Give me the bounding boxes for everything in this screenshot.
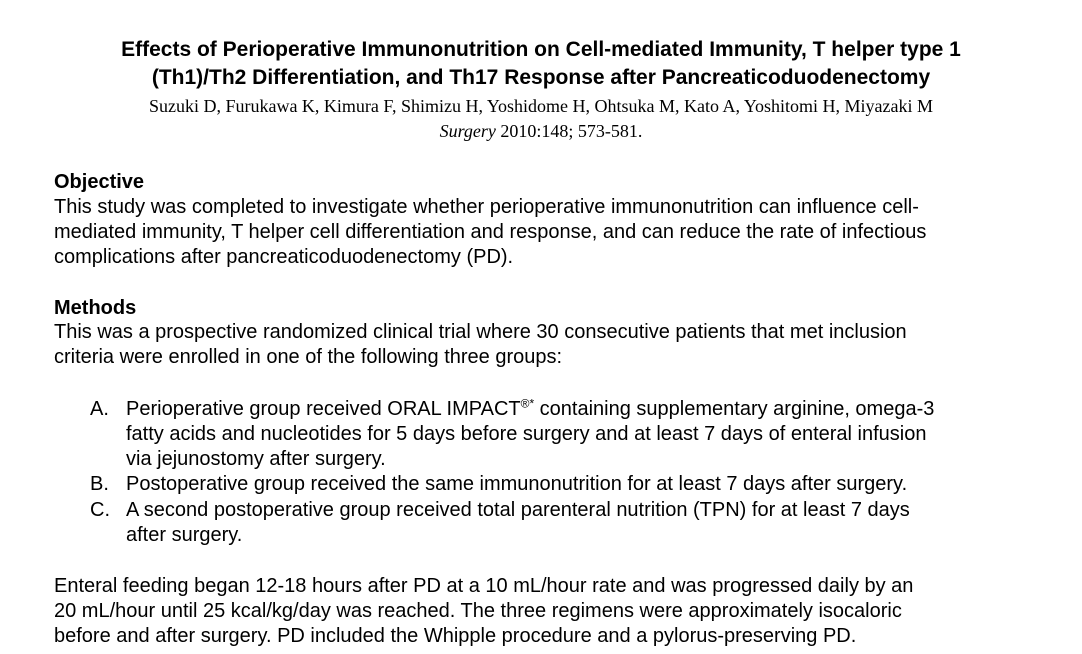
- group-list-item-b: [90, 472, 1040, 497]
- objective-paragraph: [54, 195, 1044, 270]
- objective-line: This study was completed to investigate whether perioperative immunonutrition can influence cell-: [54, 196, 919, 218]
- list-item-text: [126, 498, 1046, 548]
- article-title-line-1: Effects of Perioperative Immunonutrition on Cell-mediated Immunity, T helper type 1: [121, 38, 961, 61]
- citation: [40, 120, 1042, 142]
- objective-heading: Objective: [54, 171, 145, 193]
- group-list-item-a: [90, 397, 1040, 472]
- list-marker: B.: [90, 473, 109, 495]
- objective-line: complications after pancreaticoduodenectomy (PD).: [54, 246, 514, 268]
- registered-trademark-mark: ®*: [520, 396, 535, 411]
- methods-heading: Methods: [54, 297, 137, 319]
- list-item-line: [126, 397, 1046, 422]
- methods-intro-line: This was a prospective randomized clinical trial where 30 consecutive patients that met inclusion: [54, 321, 907, 343]
- methods-intro-line: criteria were enrolled in one of the following three groups:: [54, 346, 563, 368]
- article-title-line-2: (Th1)/Th2 Differentiation, and Th17 Response after Pancreaticoduodenectomy: [151, 66, 931, 89]
- methods-intro-paragraph: [54, 320, 1044, 370]
- feeding-line: 20 mL/hour until 25 kcal/kg/day was reached. The three regimens were approximately isocaloric: [54, 600, 902, 622]
- journal-name: Surgery: [439, 121, 496, 141]
- list-item-line: after surgery.: [126, 524, 243, 546]
- list-item-text: [126, 472, 1046, 497]
- feeding-line: before and after surgery. PD included the Whipple procedure and a pylorus-preserving PD.: [54, 625, 857, 647]
- list-marker: A.: [90, 398, 109, 420]
- feeding-line: Enteral feeding began 12-18 hours after PD at a 10 mL/hour rate and was progressed daily by an: [54, 575, 914, 597]
- enteral-feeding-paragraph: [54, 574, 1044, 649]
- list-item-line: Postoperative group received the same immunonutrition for at least 7 days after surgery.: [126, 473, 908, 495]
- citation-details: 2010:148; 573-581.: [495, 121, 643, 141]
- group-list-item-c: [90, 498, 1040, 548]
- list-item-text: [126, 397, 1046, 472]
- list-item-text-segment: containing supplementary arginine, omega-3: [534, 398, 935, 420]
- objective-line: mediated immunity, T helper cell differentiation and response, and can reduce the rate of infectious: [54, 221, 927, 243]
- list-item-line: via jejunostomy after surgery.: [126, 448, 386, 470]
- list-item-line: fatty acids and nucleotides for 5 days before surgery and at least 7 days of enteral infusion: [126, 423, 927, 445]
- author-list: Suzuki D, Furukawa K, Kimura F, Shimizu H, Yoshidome H, Ohtsuka M, Kato A, Yoshitomi H, Miyazaki M: [148, 96, 934, 116]
- list-marker: C.: [90, 499, 110, 521]
- list-item-text-segment: Perioperative group received ORAL IMPACT: [126, 398, 521, 420]
- list-item-line: A second postoperative group received total parenteral nutrition (TPN) for at least 7 days: [126, 499, 910, 521]
